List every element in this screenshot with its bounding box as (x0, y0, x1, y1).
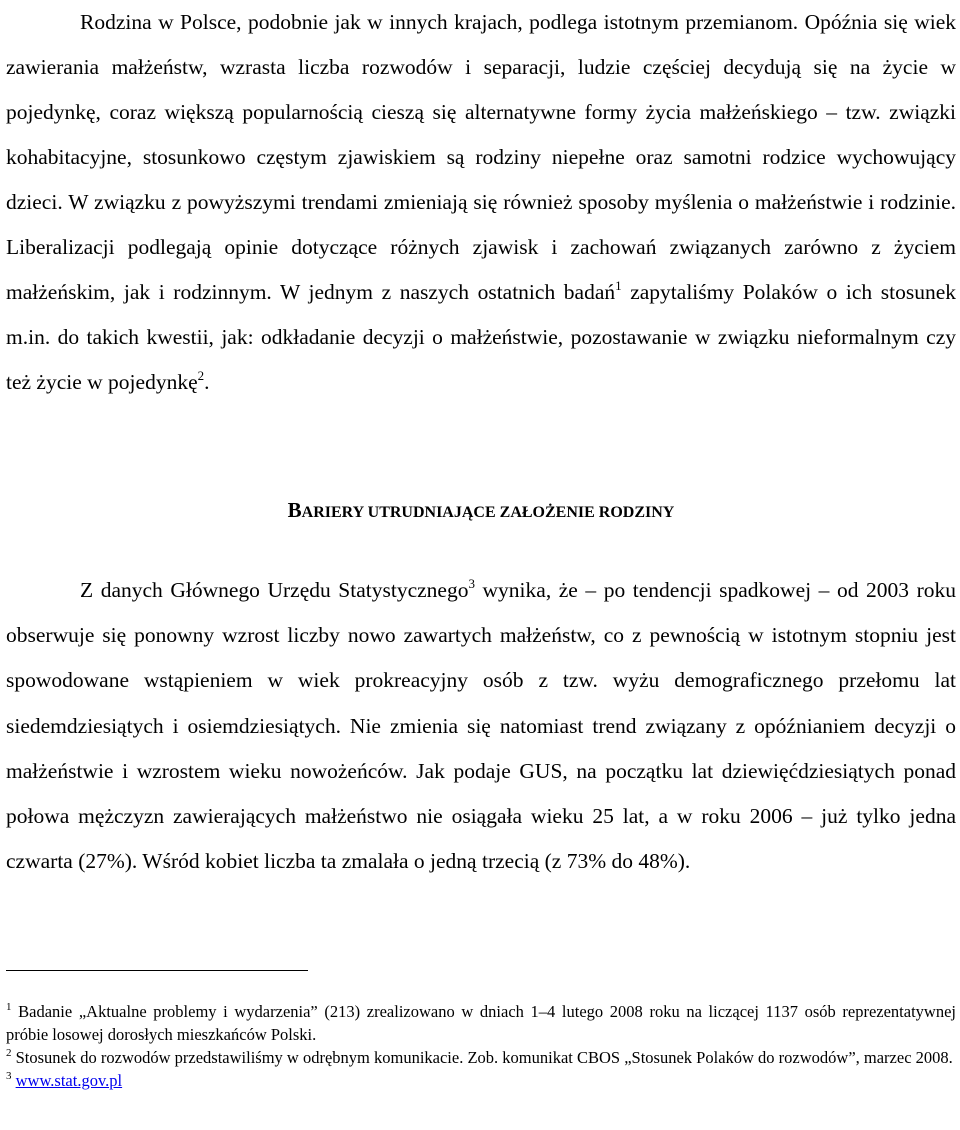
footnote-separator (6, 970, 308, 971)
intro-paragraph (6, 0, 956, 405)
intro-text: Rodzina w Polsce, podobnie jak w innych krajach, podlega istotnym przemianom. Opóźnia się wiek zawierania małżeństw, wzrasta liczba rozwodów i separacji, ludzie częściej decydują się na życie w pojedynkę, coraz większą popularnością cieszą się alternatywne formy życia małżeńskiego – tzw. związki kohabitacyjne, stosunkowo częstym zjawiskiem są rodziny niepełne oraz samotni rodzice wychowujący dzieci. W związku z powyższymi trendami zmieniają się również sposoby myślenia o małżeństwie i rodzinie. Liberalizacji podlegają opinie dotyczące różnych zjawisk i zachowań związanych zarówno z życiem małżeńskim, jak i rodzinnym. W jednym z naszych ostatnich badań (6, 10, 956, 304)
footnote-text: Stosunek do rozwodów przedstawiliśmy w odrębnym komunikacie. Zob. komunikat CBOS „Stosunek Polaków do rozwodów”, marzec 2008. (11, 1048, 953, 1067)
footnote-1 (6, 1000, 956, 1046)
intro-text-end: . (204, 370, 210, 394)
section-heading (6, 496, 956, 527)
heading-rest: ARIERY UTRUDNIAJĄCE ZAŁOŻENIE RODZINY (301, 504, 675, 521)
footnote-ref-3[interactable]: 3 (468, 576, 475, 591)
gus-text: Z danych Głównego Urzędu Statystycznego (80, 578, 469, 602)
footnote-3 (6, 1069, 956, 1092)
footnote-number: 2 (6, 1047, 12, 1059)
footnote-number: 3 (6, 1070, 12, 1082)
footnote-ref-1[interactable]: 1 (615, 278, 622, 293)
footnote-ref-2[interactable]: 2 (197, 368, 205, 383)
intro-text-continued: zapytaliśmy Polaków o ich stosunek m.in. do takich kwestii, jak: odkładanie decyzji o małżeństwie, pozostawanie w związku nieformalnym czy też życie w pojedynkę (6, 280, 956, 394)
footnote-text: Badanie „Aktualne problemy i wydarzenia” (213) zrealizowano w dniach 1–4 lutego 2008 roku na liczącej 1137 osób reprezentatywnej próbie losowej dorosłych mieszkańców Polski. (6, 1002, 956, 1044)
heading-initial: B (287, 498, 302, 522)
footnote-number: 1 (6, 1001, 12, 1013)
footnotes (6, 1000, 956, 1092)
gus-paragraph (6, 568, 956, 884)
footnote-2 (6, 1046, 956, 1069)
gus-website-link[interactable]: www.stat.gov.pl (15, 1071, 123, 1090)
gus-text-continued: wynika, że – po tendencji spadkowej – od 2003 roku obserwuje się ponowny wzrost liczby nowo zawartych małżeństw, co z pewnością w istotnym stopniu jest spowodowane wstąpieniem w wiek prokreacyjny osób z tzw. wyżu demograficznego przełomu lat siedemdziesiątych i osiemdziesiątych. Nie zmienia się natomiast trend związany z opóźnianiem decyzji o małżeństwie i wzrostem wieku nowożeńców. Jak podaje GUS, na początku lat dziewięćdziesiątych ponad połowa mężczyzn zawierających małżeństwo nie osiągała wieku 25 lat, a w roku 2006 – już tylko jedna czwarta (27%). Wśród kobiet liczba ta zmalała o jedną trzecią (z 73% do 48%). (6, 578, 956, 874)
